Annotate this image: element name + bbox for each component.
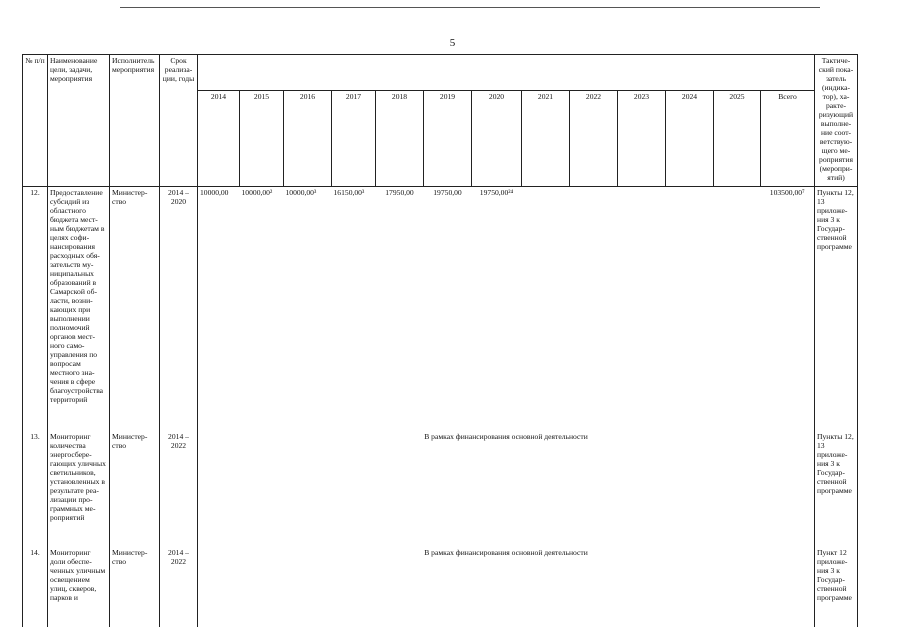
table-row (23, 547, 858, 627)
value-cell (522, 187, 570, 431)
header-num: № п/п (23, 55, 48, 187)
header-period: Срок реализации, годы (160, 55, 198, 187)
row-executor: Министерство (110, 431, 160, 547)
funding-note: В рамках финансирования основной деятельности (198, 431, 815, 547)
row-num: 14. (23, 547, 48, 627)
value-cell: 19750,00 (433, 188, 462, 197)
year-2016: 2016 (284, 91, 332, 187)
value-cell (666, 187, 714, 431)
funding-note: В рамках финансирования основной деятельности (198, 547, 815, 627)
value-cell (570, 187, 618, 431)
value-cell (618, 187, 666, 431)
value-cell: 10000,00³ (285, 188, 317, 197)
value-cell: 10000,00 (198, 187, 240, 431)
year-2022: 2022 (570, 91, 618, 187)
year-2018: 2018 (376, 91, 424, 187)
year-2015: 2015 (240, 91, 284, 187)
value-cell: 10000,00² (241, 188, 273, 197)
header-indicator: Тактический показатель (индикатор), характеризующий выполнение соответствующего мероприятия (мероприятий) (815, 55, 858, 187)
value-cell (714, 187, 761, 431)
row-executor: Министерство (110, 547, 160, 627)
year-2014: 2014 (198, 91, 240, 187)
year-2017: 2017 (332, 91, 376, 187)
program-table (22, 54, 858, 627)
year-2020: 2020 (472, 91, 522, 187)
value-cell: 17950,00 (385, 188, 414, 197)
year-2025: 2025 (714, 91, 761, 187)
row-period: 2014 – 2022 (160, 431, 198, 547)
value-cell: 16150,00³ (333, 188, 365, 197)
value-total: 103500,00⁷ (761, 187, 815, 431)
row-name: Мониторинг доли обеспеченных уличным освещением улиц, скверов, парков и (48, 547, 110, 627)
row-name: Мониторинг количества энергосберегающих уличных светильников, установленных в результате реализации программных мероприятий (48, 431, 110, 547)
year-2021: 2021 (522, 91, 570, 187)
header-funding (198, 55, 815, 91)
table-row (23, 187, 858, 431)
row-num: 13. (23, 431, 48, 547)
header-executor: Исполнитель мероприятия (110, 55, 160, 187)
row-indicator: Пункт 12 приложения 3 к Государственной программе (815, 547, 858, 627)
page-number: 5 (449, 37, 456, 49)
year-2024: 2024 (666, 91, 714, 187)
value-cell: 19750,00²⁴ (479, 188, 514, 197)
row-indicator: Пункты 12, 13 приложения 3 к Государственной программе (815, 431, 858, 547)
row-executor: Министерство (110, 187, 160, 431)
year-total: Всего (761, 91, 815, 187)
row-num: 12. (23, 187, 48, 431)
row-period: 2014 – 2022 (160, 547, 198, 627)
header-rule (120, 7, 820, 8)
row-indicator: Пункты 12, 13 приложения 3 к Государственной программе (815, 187, 858, 431)
row-period: 2014 – 2020 (160, 187, 198, 431)
year-2019: 2019 (424, 91, 472, 187)
year-2023: 2023 (618, 91, 666, 187)
row-name: Предоставление субсидий из областного бюджета местным бюджетам в целях софинансирования расходных обязательств муниципальных образований в Самарской области, возникающих при выполнении полномочий органов местного самоуправления по вопросам местного значения в сфере благоустройства территорий (48, 187, 110, 431)
table-row (23, 431, 858, 547)
header-name: Наименование цели, задачи, мероприятия (48, 55, 110, 187)
